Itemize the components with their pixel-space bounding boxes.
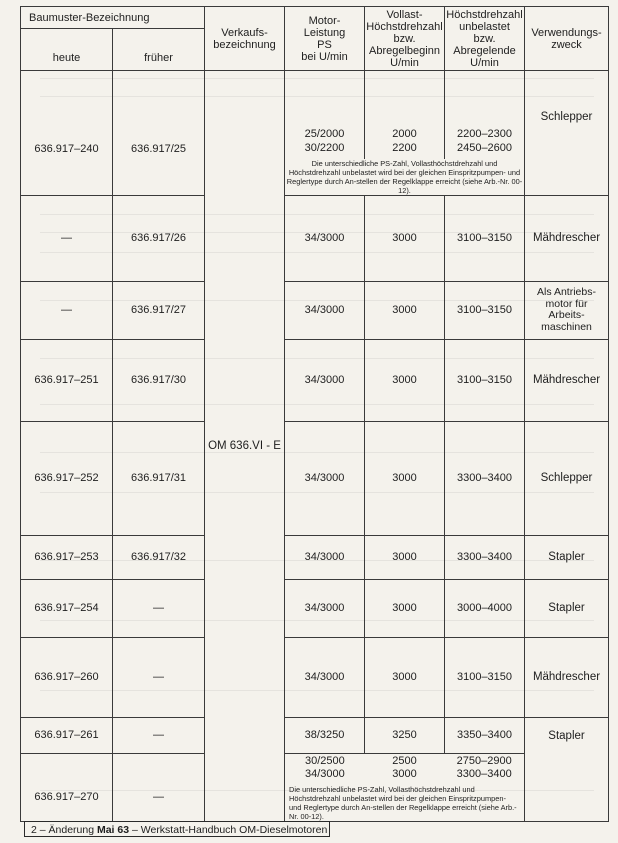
table-row	[21, 637, 609, 717]
cell-heute: —	[21, 195, 113, 281]
cell-hoechst: 3100–3150	[445, 281, 525, 339]
cell-ps: 30/2500 34/3000	[304, 754, 345, 780]
table-row	[21, 339, 609, 421]
cell-vollast: 2500 3000	[392, 754, 417, 780]
header-baumuster: Baumuster-Bezeichnung	[21, 7, 205, 29]
table-row	[21, 195, 609, 281]
header-hoechstdrehzahl-unbelastet: Höchstdrehzahl unbelastet bzw. Abregelende U/min	[446, 8, 523, 69]
cell-heute: 636.917–240	[21, 71, 113, 196]
cell-zweck: Stapler	[525, 717, 609, 821]
table-row	[21, 717, 609, 753]
cell-zweck: Stapler	[525, 579, 609, 637]
header-verkaufsbezeichnung: Verkaufs- bezeichnung	[205, 7, 285, 71]
cell-vollast: 3250	[365, 717, 445, 753]
cell-frueher: 636.917/30	[113, 339, 205, 421]
cell-ps: 34/3000	[285, 579, 365, 637]
cell-zweck: Mähdrescher	[525, 339, 609, 421]
cell-vollast: 3000	[365, 281, 445, 339]
cell-ps: 34/3000	[285, 339, 365, 421]
cell-zweck: Mähdrescher	[525, 195, 609, 281]
cell-hoechst: 2200–2300 2450–2600	[445, 71, 525, 159]
cell-zweck: Mähdrescher	[525, 637, 609, 717]
cell-verkaufsbezeichnung: OM 636.VI - E	[205, 71, 285, 822]
cell-heute: —	[21, 281, 113, 339]
cell-vollast: 3000	[365, 195, 445, 281]
page-footer	[24, 821, 330, 837]
header-heute: heute	[21, 29, 113, 71]
cell-hoechst: 3100–3150	[445, 339, 525, 421]
cell-zweck: Schlepper	[525, 421, 609, 535]
cell-frueher: —	[113, 637, 205, 717]
engine-spec-table	[20, 6, 609, 822]
cell-hoechst: 3350–3400	[445, 717, 525, 753]
cell-vollast: 2000 2200	[365, 71, 445, 159]
cell-hoechst: 3100–3150	[445, 195, 525, 281]
table-row	[21, 421, 609, 535]
footer-suffix: – Werkstatt-Handbuch OM-Dieselmotoren	[129, 824, 328, 836]
header-verwendungszweck: Verwendungs- zweck	[525, 7, 609, 71]
cell-frueher: —	[113, 753, 205, 821]
cell-vollast: 3000	[365, 339, 445, 421]
cell-frueher: —	[113, 717, 205, 753]
cell-heute: 636.917–261	[21, 717, 113, 753]
cell-heute: 636.917–254	[21, 579, 113, 637]
cell-block-270	[285, 753, 525, 821]
cell-ps: 34/3000	[285, 637, 365, 717]
cell-heute: 636.917–260	[21, 637, 113, 717]
cell-frueher: 636.917/26	[113, 195, 205, 281]
cell-heute: 636.917–253	[21, 535, 113, 579]
note-regelklappe: Die unterschiedliche PS-Zahl, Vollasthöchstdrehzahl und Höchstdrehzahl unbelastet wird bei der gleichen Einspritzpumpen- und Reglertype durch An-stellen der Regelklappe erreicht (siehe Arb.-Nr. 00-12).	[285, 159, 525, 196]
cell-vollast: 3000	[365, 535, 445, 579]
cell-vollast: 3000	[365, 421, 445, 535]
cell-zweck: Stapler	[525, 535, 609, 579]
table-row	[21, 535, 609, 579]
table-row	[21, 281, 609, 339]
cell-ps: 34/3000	[285, 281, 365, 339]
footer-date: Mai 63	[96, 824, 130, 836]
cell-vollast: 3000	[365, 637, 445, 717]
cell-hoechst: 3100–3150	[445, 637, 525, 717]
cell-heute: 636.917–251	[21, 339, 113, 421]
header-motorleistung: Motor- Leistung PS bei U/min	[285, 7, 365, 71]
cell-vollast: 3000	[365, 579, 445, 637]
footer-prefix: 2 – Änderung	[31, 824, 97, 836]
table-row	[21, 579, 609, 637]
cell-ps: 25/2000 30/2200	[285, 71, 365, 159]
header-frueher: früher	[113, 29, 205, 71]
cell-hoechst: 2750–2900 3300–3400	[456, 754, 512, 780]
cell-frueher: 636.917/25	[113, 71, 205, 196]
cell-ps: 34/3000	[285, 535, 365, 579]
cell-ps: 34/3000	[285, 421, 365, 535]
cell-zweck: Als Antriebs- motor für Arbeits- maschinen	[525, 281, 609, 339]
cell-hoechst: 3300–3400	[445, 421, 525, 535]
header-vollast-hoechstdrehzahl: Vollast- Höchstdrehzahl bzw. Abregelbeginn U/min	[366, 8, 443, 69]
cell-heute: 636.917–270	[21, 753, 113, 821]
cell-hoechst: 3300–3400	[445, 535, 525, 579]
cell-ps: 34/3000	[285, 195, 365, 281]
cell-hoechst: 3000–4000	[445, 579, 525, 637]
cell-frueher: 636.917/32	[113, 535, 205, 579]
note-regelklappe-2: Die unterschiedliche PS-Zahl, Vollasthöchstdrehzahl und Höchstdrehzahl unbelastet wird bei der gleichen Einspritzpumpen- und Reglertype durch An-stellen der Regelklappe erreicht (siehe Arb.-Nr. 00-12).	[289, 784, 517, 821]
cell-frueher: —	[113, 579, 205, 637]
cell-zweck: Schlepper	[525, 71, 609, 196]
cell-frueher: 636.917/31	[113, 421, 205, 535]
table-row	[21, 753, 609, 821]
cell-ps: 38/3250	[285, 717, 365, 753]
cell-heute: 636.917–252	[21, 421, 113, 535]
cell-frueher: 636.917/27	[113, 281, 205, 339]
table-row	[21, 71, 609, 159]
